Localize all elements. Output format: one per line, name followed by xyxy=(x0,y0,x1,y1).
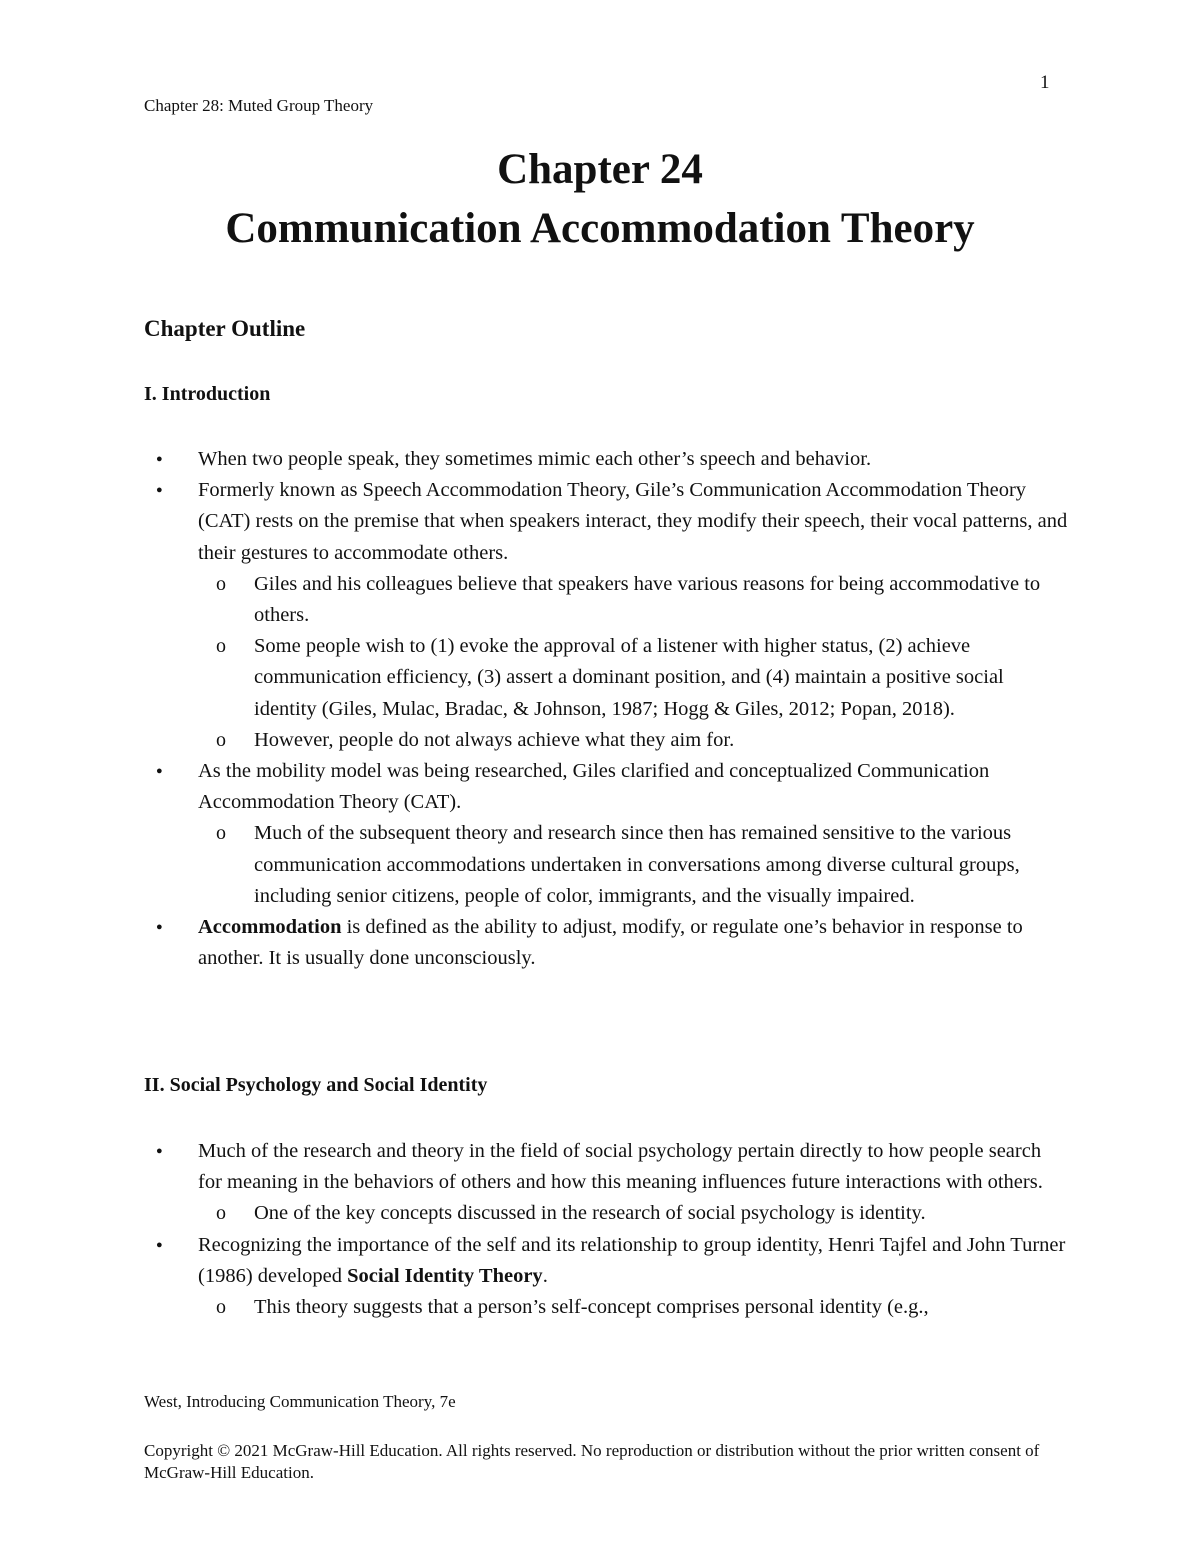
section-heading-social-psychology: II. Social Psychology and Social Identity xyxy=(144,1074,488,1096)
footer-copyright: Copyright © 2021 McGraw-Hill Education. All rights reserved. No reproduction or distribution without the prior written consent of McGraw-Hill Education. xyxy=(144,1441,1040,1482)
sub-bullet-text: Giles and his colleagues believe that speakers have various reasons for being accommodative to others. xyxy=(254,572,1041,627)
outline-heading: Chapter Outline xyxy=(144,316,306,341)
bullet-item xyxy=(198,1230,1068,1292)
sub-bullet-text: One of the key concepts discussed in the research of social psychology is identity. xyxy=(254,1202,926,1225)
bullet-text: . xyxy=(542,1264,548,1287)
social-psychology-list xyxy=(198,1136,1068,1323)
bullet-item xyxy=(198,912,1068,974)
sub-bullet-item xyxy=(254,1198,1068,1229)
footer-book-title: West, Introducing Communication Theory, 7e xyxy=(144,1392,456,1411)
bullet-text: When two people speak, they sometimes mimic each other’s speech and behavior. xyxy=(198,448,872,470)
term-accommodation: Accommodation xyxy=(198,916,342,939)
bullet-text: Formerly known as Speech Accommodation Theory, Gile’s Communication Accommodation Theory (CAT) rests on the premise that when speakers interact, they modify their speech, their vocal patterns, and their gestures to accommodate others. xyxy=(198,479,1068,564)
section-heading-introduction: I. Introduction xyxy=(144,383,271,405)
sub-bullet-item xyxy=(254,725,1068,756)
sub-bullet-item xyxy=(254,1292,1068,1323)
bullet-item xyxy=(198,756,1068,818)
sub-bullet-item xyxy=(254,569,1068,631)
page-number: 1 xyxy=(1040,72,1050,93)
sub-bullet-item xyxy=(254,818,1068,912)
term-social-identity-theory: Social Identity Theory xyxy=(347,1264,543,1287)
bullet-text: is defined as the ability to adjust, modify, or regulate one’s behavior in response to another. It is usually done unconsciously. xyxy=(198,916,1023,970)
introduction-list xyxy=(198,444,1068,974)
bullet-item xyxy=(198,444,1068,475)
sub-bullet-text: Much of the subsequent theory and research since then has remained sensitive to the various communication accommodations undertaken in conversations among diverse cultural groups, including senior citizens, people of color, immigrants, and the visually impaired. xyxy=(254,822,1020,907)
sub-bullet-item xyxy=(254,631,1068,725)
bullet-item xyxy=(198,1136,1068,1198)
chapter-number-title: Chapter 24 xyxy=(497,146,703,193)
bullet-text: Much of the research and theory in the field of social psychology pertain directly to how people search for meaning in the behaviors of others and how this meaning influences future interactions with others. xyxy=(198,1140,1043,1194)
sub-bullet-text: This theory suggests that a person’s self-concept comprises personal identity (e.g., xyxy=(254,1296,929,1319)
chapter-name-title: Communication Accommodation Theory xyxy=(225,205,975,252)
running-header: Chapter 28: Muted Group Theory xyxy=(144,96,374,115)
sub-bullet-text: Some people wish to (1) evoke the approval of a listener with higher status, (2) achieve communication efficiency, (3) assert a dominant position, and (4) maintain a positive social identity (Giles, Mulac, Bradac, & Johnson, 1987; Hogg & Giles, 2012; Popan, 2018). xyxy=(254,635,1004,720)
bullet-text: Recognizing the importance of the self and its relationship to group identity, Henri Tajfel and John Turner (1986) developed xyxy=(198,1233,1066,1287)
bullet-item xyxy=(198,475,1068,569)
sub-bullet-text: However, people do not always achieve what they aim for. xyxy=(254,728,735,751)
bullet-text: As the mobility model was being researched, Giles clarified and conceptualized Communication Accommodation Theory (CAT). xyxy=(198,760,990,814)
